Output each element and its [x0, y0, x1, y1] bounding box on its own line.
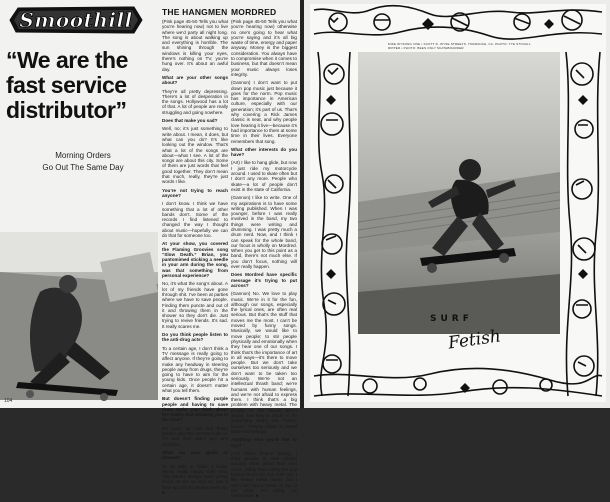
column-title: THE HANGMEN	[162, 7, 228, 17]
interview-answer: (Pink page 45-50 Tells you what you’re hearing now) otherwise no one’s going to hear what you’re saying and it’s all big waste of time, energy and paper anyway. Money is the biggest consideration. You always have to compromise when it comes to business, but that doesn’t mean your music always loses integrity.	[231, 19, 297, 77]
interview-question: Does Mordred have specific message it’s trying to put across?	[231, 272, 297, 288]
interview-answer: To a certain age, I don’t think a TV message is really going to affect anyone. If they’re going to make any headway in steering people away from drugs, they’re going to have to aim for the young kids. Once people hit a certain age, it doesn’t matter what you tell them.	[162, 345, 228, 393]
interview-answer: (Art) When they’re driving, I think people in cars should actually think about their next move, rather than letting the guy behind them run into their car. I like heavy metal music, but I don’t like heavy metal on top of me when I’m riding my motorcycle. ■	[231, 450, 297, 499]
smoothill-logo	[8, 5, 144, 35]
skater-hero-art	[358, 52, 560, 334]
skater-photo-art	[0, 232, 158, 400]
ad-headline: “We are the fast service distributor”	[6, 47, 128, 123]
interview-question: At your show, you covered the Flaming Groovies song “Slow Death.” Brian, you pantomimed sticking a needle in your arm during the song, was that something from personal experience?	[162, 241, 228, 279]
doodle-frame	[310, 4, 606, 402]
interview-answer: (Pink page 45-50 Tells you what you’re hearing now) not to live where we’d party all night long. The song is about walking up and everything is horrible. The sun shining through the windows is killing your eyes, there’s nothing on TV, you’re hung over. It’s about an awful day.	[162, 19, 228, 72]
column-title: MORDRED	[231, 7, 277, 17]
surf-lettering: SURF	[430, 314, 473, 324]
column-body	[162, 19, 228, 495]
interview-answer: They’re all pretty depressing. There’s a lot of desperation in the songs. Hollywood has a lot of that. A lot of people are really struggling and going nowhere.	[162, 88, 228, 115]
article-column-hangmen	[162, 8, 228, 498]
interview-answer: To be able to make a living. We’re really happy right now. The band’s always been pretty much on the up and up, just a slow up, but it’s always been up. ■	[162, 463, 228, 496]
interview-answer: Well, no; it’s just something to write about. I mean, it does, but what can you do? It’s like looking out the window. That’s what a lot of the songs are about—what I see. A lot of the songs are about this city. Some of them are just words that feel good together. They don’t mean that much, really, they’re just words I like.	[162, 126, 228, 185]
interview-answer: (Gannon) I like to write. One of my aspirations is to have some writing published. When I was younger, before I was really involved in the band, my two things were writing and drumming. I was pretty much a drum nerd. Now, and I think I can speak for the whole band, our focus is wholly on Mordred. When you get to this point as a band, there’s not much else. If you don’t focus, nothing will ever really happen.	[231, 195, 297, 270]
interview-question: Does that make you sad?	[162, 118, 218, 124]
right-page	[304, 0, 610, 408]
interview-answer: (Gannon) I don’t want to put down pop music just because it goes for the norm. Pop music has importance in American culture, especially with our generation; it’s part of us. That’s why covering a Rick James classic is neat, and why people love hearing it live—because it’s had importance to them at some time in their lives. Everyone remembers that song.	[231, 80, 297, 144]
page-number: 104	[4, 398, 13, 404]
interview-question: You’re not trying to reach anyone?	[162, 187, 228, 198]
interview-question: Do you think people listen to the anti-drug acts?	[162, 332, 228, 343]
interview-answer: It’s scary as hell. But those people saw the commercials on TV and they didn’t pay any attention.	[162, 425, 228, 447]
article-column-mordred	[231, 8, 297, 502]
interview-question: What are your goals or dreams?	[162, 449, 228, 461]
interview-answer: (Art) I like to hang glide, but now I just ride my motorcycle around. I used to skate often but I don’t any more. People who skate—a lot of people don’t exist in the state of California.	[231, 160, 297, 192]
fetish-lettering: Fetish	[446, 326, 503, 354]
logo-text: Smoothill	[19, 8, 133, 32]
interview-answer: I don’t know. I think we have something that a lot of other bands don’t. Some of the records I find listened to changed the way I thought about music—hopefully we can do that for someone too.	[162, 201, 228, 238]
skater-hero-photo	[358, 52, 560, 334]
ad-tagline	[8, 150, 158, 174]
column-body	[231, 19, 297, 499]
interview-answer: No, it’s what the song’s about. A lot of my friends have gone through shit. I’ve been at parties where we have to save people. Finding them puncte and out of it and throwing them in the shower so they don’t die. Just trying to revive friends. It’s sad. It really scares me.	[162, 281, 228, 329]
interview-question: Anything else you’d like to say?	[231, 437, 297, 448]
tagline-line-1: Morning Orders	[55, 151, 111, 160]
interview-answer: (Gannon) No. We love to play music. We’re in it for the fun, although our songs, especially the lyrical ones, are often real serious. But that’s the stuff that moves me the most. I can’t be moved by funny songs. Musically, we would like to move people; to stir people physically and emotionally when they hear one of our songs. I think that’s the importance of art in all ways—it’s there to move people. But we don’t take ourselves too seriously and we don’t want to be taken too seriously. We’re not an intellectual thrash band; we’re humans with human feelings, and we’re not afraid to express them. I think that’s a big problem with heavy metal. The people in the bands aren’t stupid, but they’re afraid to do something that’s not “fuckin’ heavy.” They’re afraid to reveal their real feelings.	[231, 291, 297, 434]
skater-photo	[0, 232, 158, 400]
interview-question: What are your other songs about?	[162, 74, 228, 86]
interview-question: But doesn’t finding purple people and having to save them make you think about the reality that drinking you in the face?	[162, 396, 228, 423]
left-page	[0, 0, 300, 499]
photo-caption: MIKE WYSONG ONE • SCOTT D. WYSE STREETS. TORRANCE, CA. PHOTO: TYE STOVALL RIPPER • PHOTO: BEES ONLY SKATEBOARDER	[388, 42, 531, 50]
interview-question: What other interests do you have?	[231, 146, 297, 158]
tagline-line-2: Go Out The Same Day	[42, 163, 124, 172]
